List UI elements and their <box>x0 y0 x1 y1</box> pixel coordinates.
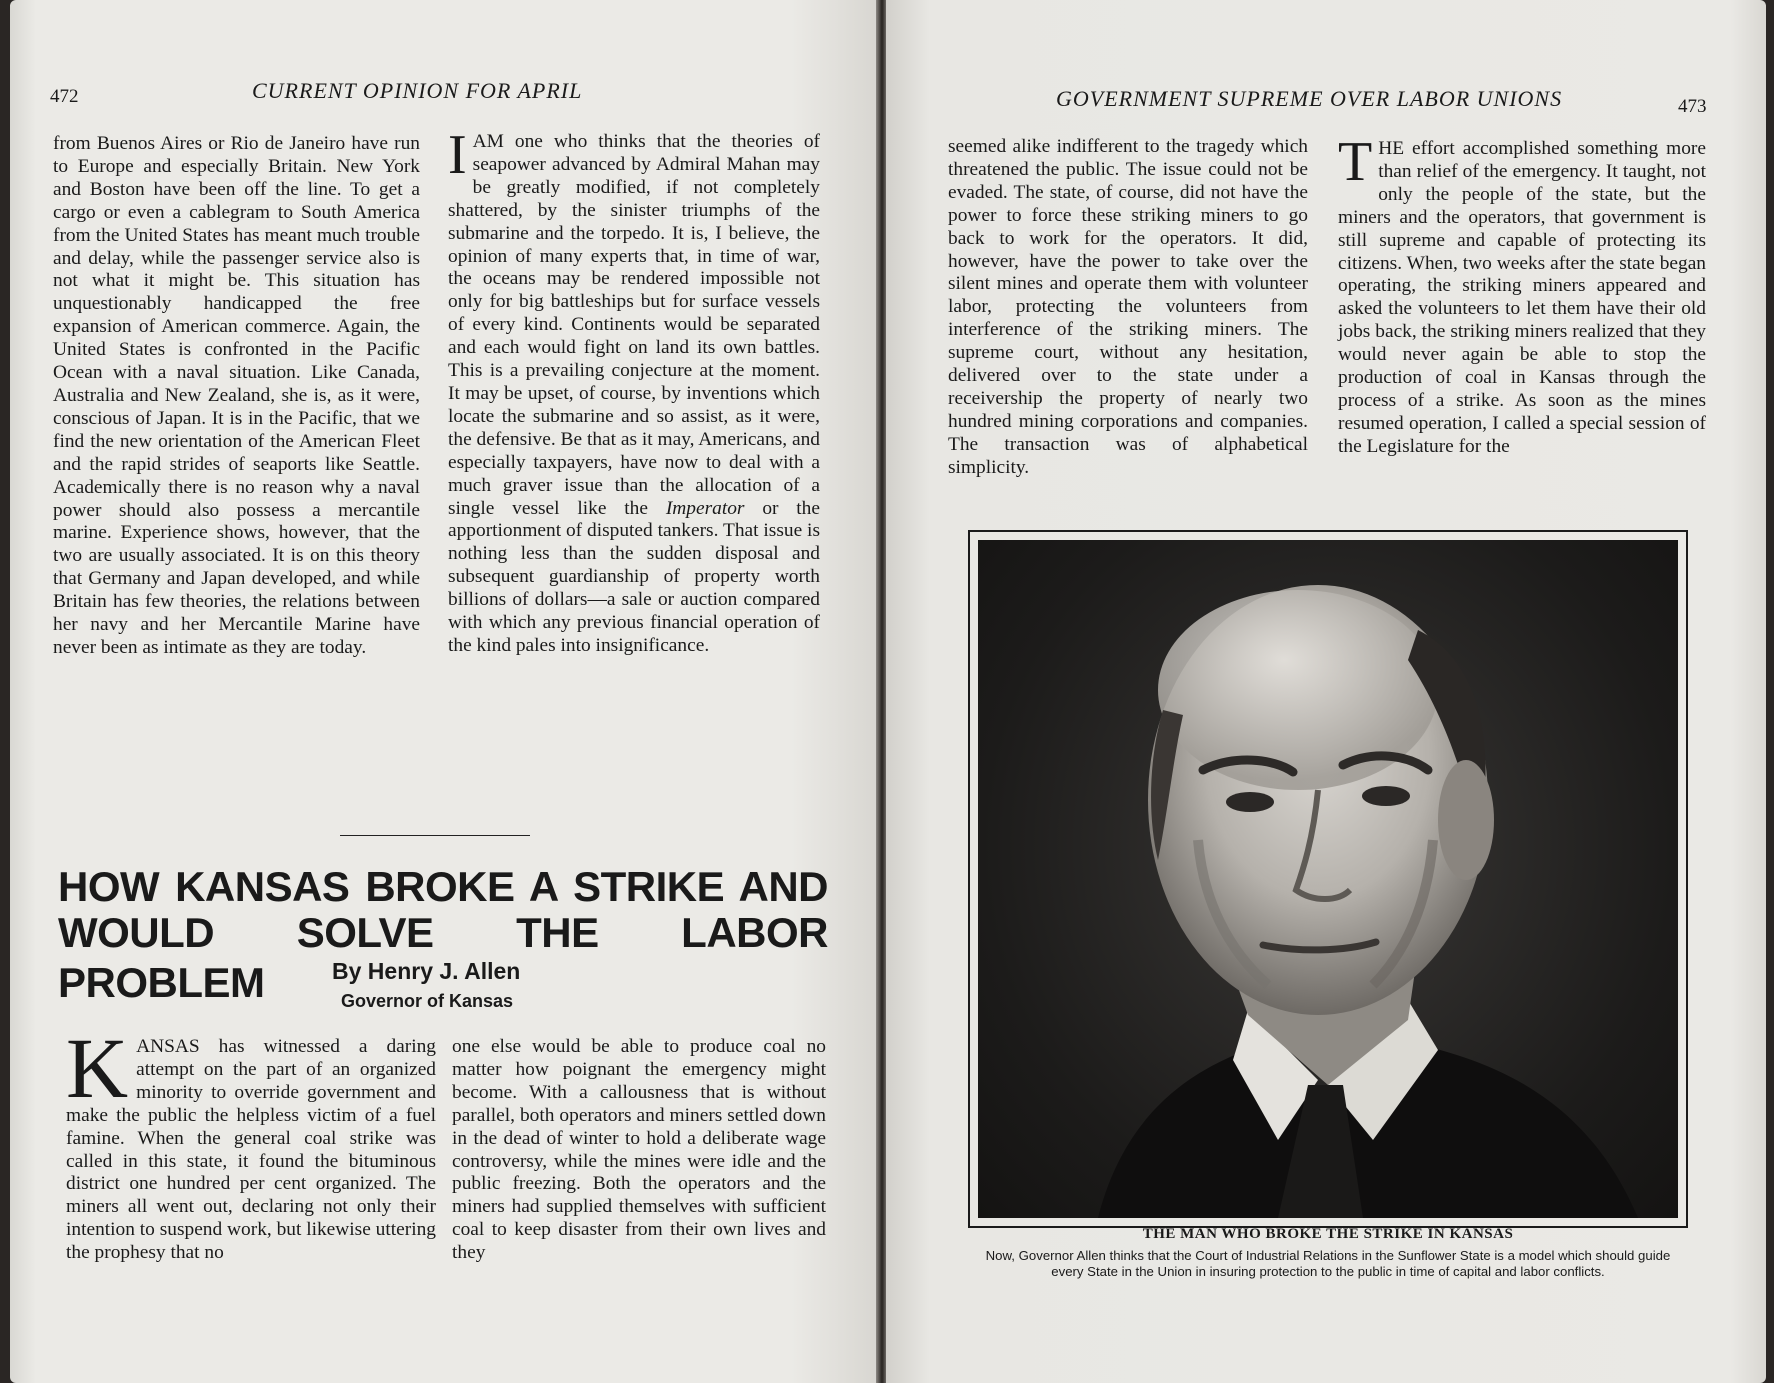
right-column-1 <box>948 136 1308 480</box>
portrait-illustration <box>978 540 1678 1218</box>
left-column-2 <box>448 124 820 658</box>
portrait-photo-frame <box>968 530 1688 1228</box>
italic-ship-name: Imperator <box>665 497 745 519</box>
photo-caption-title: THE MAN WHO BROKE THE STRIKE IN KANSAS <box>1142 1226 1514 1242</box>
essay-paragraph <box>448 124 820 658</box>
byline: By Henry J. Allen <box>332 958 521 984</box>
drop-cap: I <box>448 124 467 186</box>
column-text: seemed alike indifferent to the tragedy which threatened the public. The issue could not be evaded. The state, of course, did not have the power to force these striking miners to go back to work for the operators. It did, however, have the power to take over the silent mines and operate them with volunteer labor, protecting the volunteers from interference of the striking miners. The supreme court, without any hesitation, delivered over to the state under a receivership the property of nearly two hundred mining corporations and companies. The transaction was of alphabetical simplicity. <box>948 136 1308 478</box>
photo-caption-text: Now, Governor Allen thinks that the Court of Industrial Relations in the Sunflower State is a model which should guide every State in the Union in insuring protection to the public in time of capital and labor conflicts. <box>985 1248 1671 1279</box>
drop-cap: K <box>66 1020 129 1116</box>
left-page <box>10 0 878 1383</box>
column-text: AM one who thinks that the theories of seapower advanced by Admiral Mahan may be greatly modified, if not completely shattered, by the sinister triumphs of the submarine and the torpedo. It is, I believe, the opinion of many experts that, in time of war, the oceans may be rendered impossible not only for big battleships but for surface vessels of every kind. Continents would be separated and each would fight on land its own battles. This is a prevailing conjecture at the moment. It may be upset, of course, by inventions which locate the submarine and so assist, as it were, the defensive. Be that as it may, Americans, and especially taxpayers, have now to deal with a much graver issue than the allocation of a single vessel like the <box>448 131 820 519</box>
column-text: ANSAS has witnessed a daring attempt on the part of an organized minority to override government and make the public the helpless victim of a fuel famine. When the general coal strike was called in this state, it found the bituminous district one hundred per cent organized. The miners all went out, declaring not only their intention to suspend work, but likewise uttering the prophesy that no <box>66 1036 436 1264</box>
column-text: or the apportionment of disputed tankers. That issue is nothing less than the sudden disposal and subsequent guardianship of property worth billions of dollars—a sale or auction compared with which any previous financial operation of the kind pales into insignificance. <box>448 497 820 656</box>
column-text: from Buenos Aires or Rio de Janeiro have run to Europe and especially Britain. New York and Boston have been off the line. To get a cargo or even a cablegram to South America from the United States has meant much trouble and delay, while the passenger service also is not what it might be. This situation has unquestionably handicapped the free expansion of American commerce. Again, the United States is confronted in the Pacific Ocean with a naval situation. Like Canada, Australia and New Zealand, she is, as it were, conscious of Japan. It is in the Pacific, that we find the new orientation of the American Fleet and the rapid strides of seaports like Seattle. Academically there is no reason why a naval power should also possess a mercantile marine. Experience shows, however, that the two are usually associated. It is on this theory that Germany and Japan developed, and while Britain has few theories, the relations between her navy and her Mercantile Marine have never been as intimate as they are today. <box>53 133 420 658</box>
drop-cap: T <box>1338 131 1373 193</box>
portrait-photo <box>978 540 1678 1218</box>
page-number-left: 472 <box>50 86 79 107</box>
article-column-2 <box>452 1036 826 1265</box>
author-title: Governor of Kansas <box>341 991 514 1011</box>
section-divider <box>340 835 530 836</box>
running-head-right: GOVERNMENT SUPREME OVER LABOR UNIONS <box>1056 86 1563 111</box>
page-number-right: 473 <box>1678 96 1707 117</box>
running-head-left: CURRENT OPINION FOR APRIL <box>252 78 583 103</box>
column-text: one else would be able to produce coal no matter how poignant the emergency might become. With a callousness that is without parallel, both operators and miners settled down in the dead of winter to hold a deliberate wage controversy, while the mines were idle and the public freezing. Both the operators and the miners had supplied themselves with sufficient coal to keep disaster from their own lives and they <box>452 1036 826 1264</box>
article-paragraph <box>66 1020 436 1265</box>
article-headline-line-2: WOULD SOLVE THE LABOR PROBLEM <box>58 909 828 1006</box>
article-paragraph <box>1338 131 1706 459</box>
article-column-1 <box>66 1020 436 1265</box>
article-headline-line-1: HOW KANSAS BROKE A STRIKE AND <box>58 863 828 910</box>
left-column-1 <box>53 133 420 660</box>
column-text: HE effort accomplished something more than relief of the emergency. It taught, not only the people of the state, but the miners and the operators, that government is still supreme and capable of protecting its citizens. When, two weeks after the state began operating, the striking miners appeared and asked the volunteers to let them have their old jobs back, the striking miners realized that they would never again be able to stop the production of coal in Kansas through the process of a strike. As soon as the mines resumed operation, I called a special session of the Legislature for the <box>1338 138 1706 457</box>
right-column-2 <box>1338 131 1706 459</box>
